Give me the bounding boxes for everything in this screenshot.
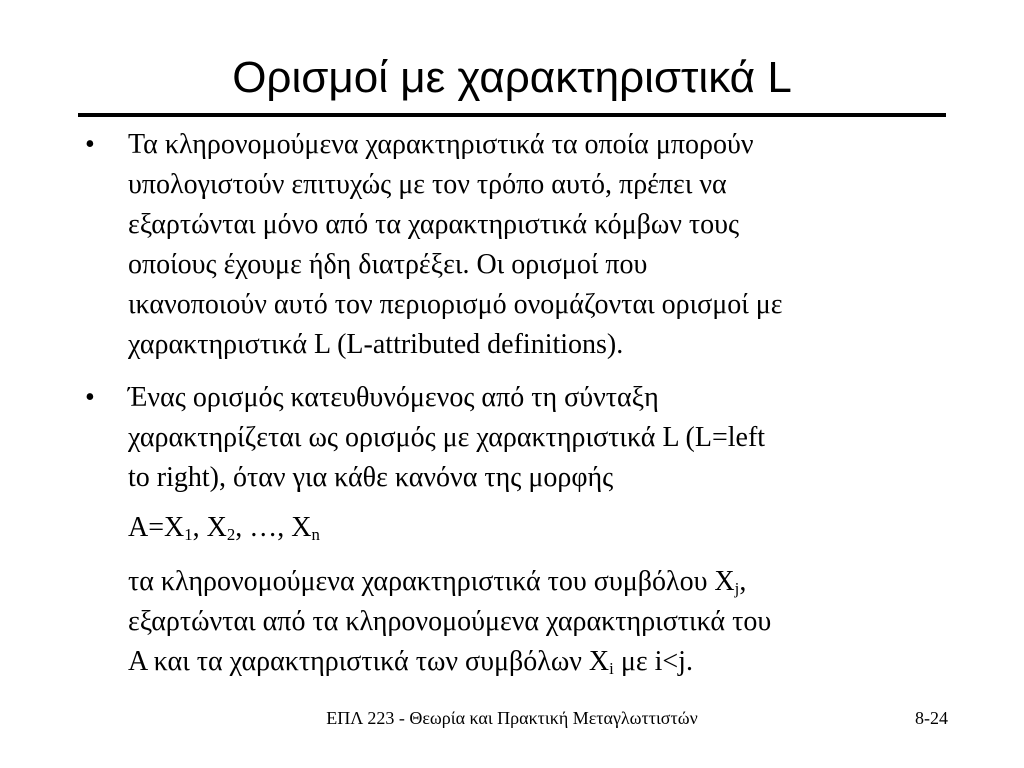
bullet-1-line-5: ικανοποιούν αυτό τον περιορισμό ονομάζονται ορισμοί με <box>128 289 783 320</box>
bullet-marker: • <box>85 129 95 160</box>
bullet-1-line-1: Τα κληρονομούμενα χαρακτηριστικά τα οποία μπορούν <box>128 129 754 160</box>
continuation-line-3-end: με i<j. <box>613 646 693 677</box>
bullet-2-line-1: Ένας ορισμός κατευθυνόμενος από τη σύνταξη <box>128 382 659 413</box>
continuation-line-1 <box>128 562 948 602</box>
title-underline <box>78 113 946 117</box>
continuation-subscript-j: j <box>734 579 740 599</box>
formula-subscript-1: 1 <box>184 525 193 545</box>
bullet-2-line-3: to right), όταν για κάθε κανόνα της μορφής <box>128 462 614 493</box>
formula-lhs: A=X <box>128 512 185 543</box>
bullet-marker: • <box>85 382 95 413</box>
production-rule-formula <box>128 508 948 548</box>
bullet-item-2 <box>85 378 948 498</box>
continuation-subscript-i: i <box>609 659 614 679</box>
continuation-line-3-text: A και τα χαρακτηριστικά των συμβόλων X <box>128 646 610 677</box>
footer-page-number: 8-24 <box>915 708 948 728</box>
formula-separator-2: , …, X <box>235 512 312 543</box>
bullet-1-line-6: χαρακτηριστικά L (L-attributed definitions). <box>128 329 624 360</box>
formula-subscript-n: n <box>311 525 320 545</box>
continuation-line-3 <box>128 642 948 682</box>
bullet-1-line-4: οποίους έχουμε ήδη διατρέξει. Οι ορισμοί που <box>128 249 648 280</box>
continuation-line-2: εξαρτώνται από τα κληρονομούμενα χαρακτηριστικά του <box>128 606 772 637</box>
footer-course-title: ΕΠΛ 223 - Θεωρία και Πρακτική Μεταγλωττιστών <box>326 708 698 728</box>
formula-separator-1: , X <box>192 512 227 543</box>
continuation-paragraph <box>128 562 948 682</box>
bullet-item-1 <box>85 125 948 365</box>
bullet-1-line-3: εξαρτώνται μόνο από τα χαρακτηριστικά κόμβων τους <box>128 209 740 240</box>
continuation-line-1-text: τα κληρονομούμενα χαρακτηριστικά του συμβόλου X <box>128 566 735 597</box>
continuation-line-1-end: , <box>739 566 747 597</box>
formula-subscript-2: 2 <box>226 525 236 545</box>
bullet-2-line-2: χαρακτηρίζεται ως ορισμός με χαρακτηριστικά L (L=left <box>128 422 766 453</box>
slide-title: Ορισμοί με χαρακτηριστικά L <box>232 53 792 102</box>
bullet-1-line-2: υπολογιστούν επιτυχώς με τον τρόπο αυτό, πρέπει να <box>128 169 727 200</box>
